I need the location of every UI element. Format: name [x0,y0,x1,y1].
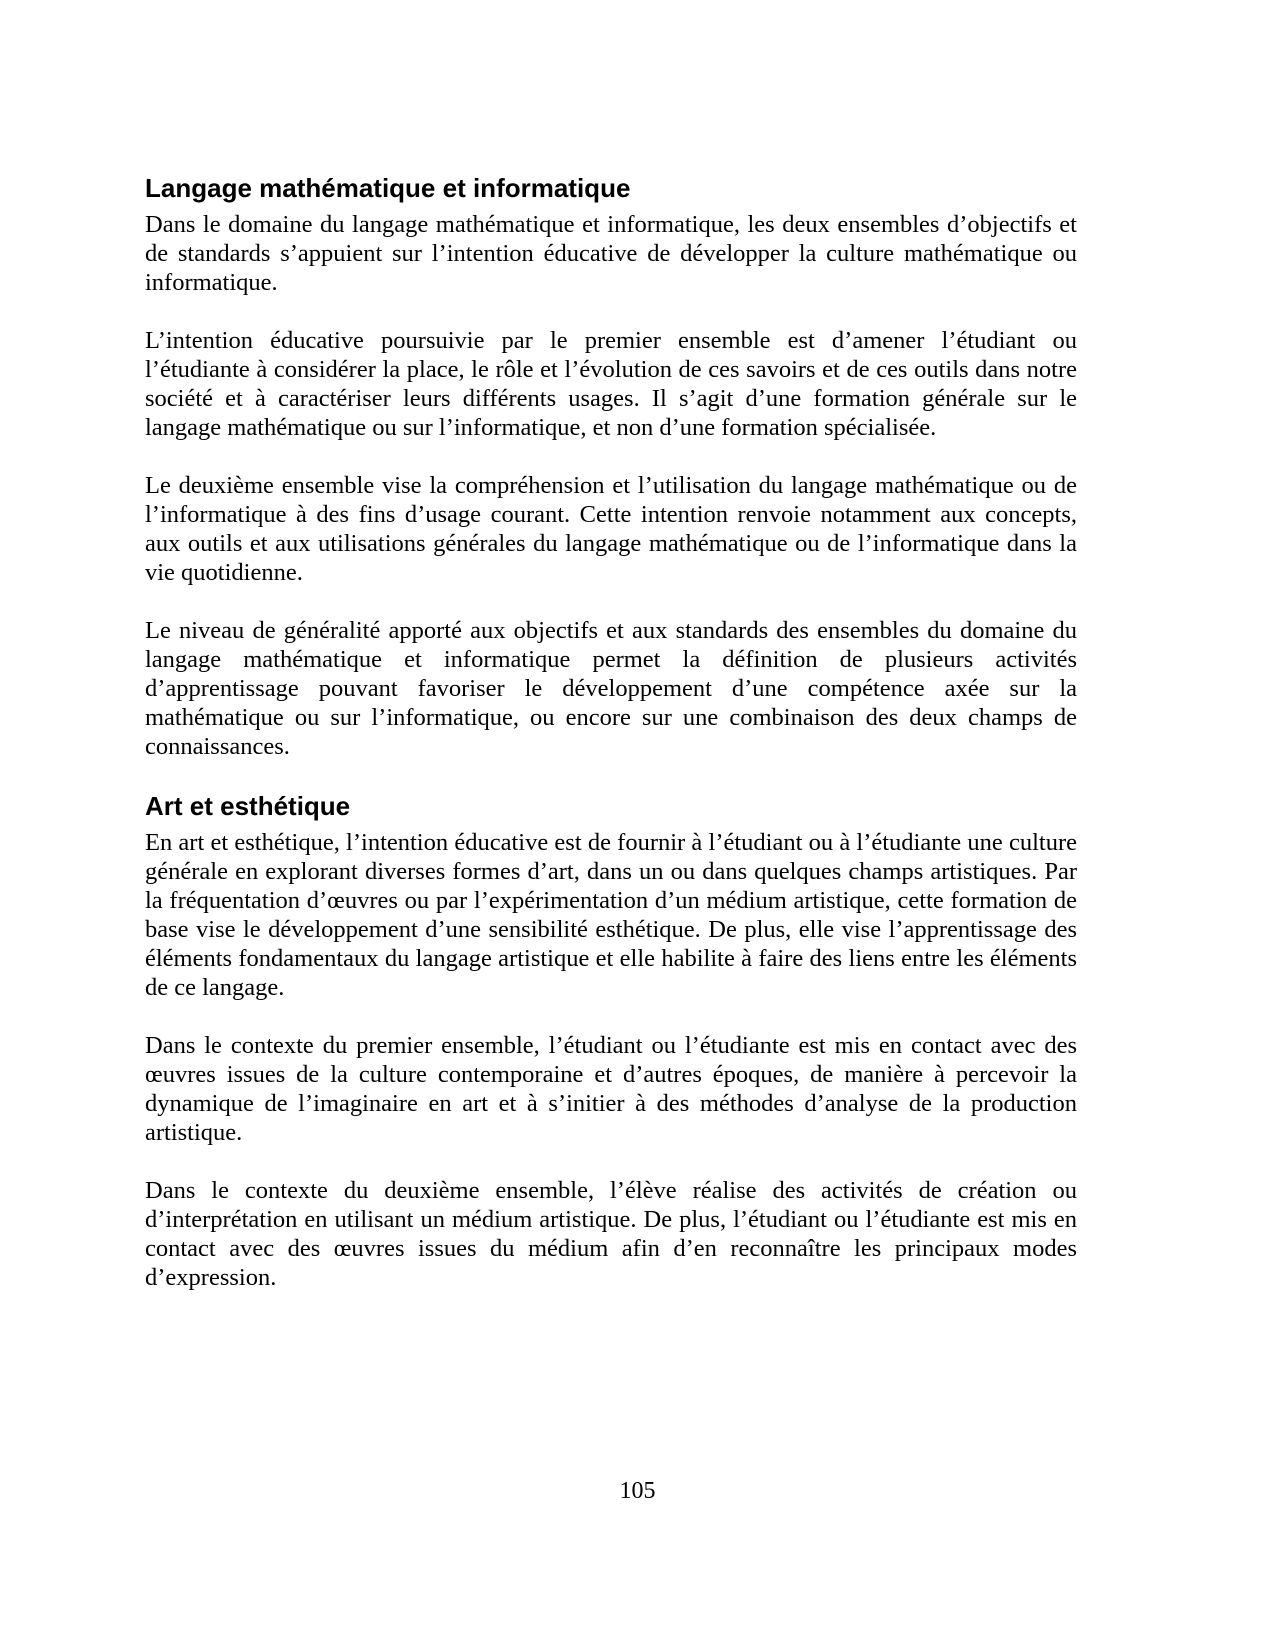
section-art-esthetique [145,790,1077,1292]
body-paragraph: Dans le contexte du premier ensemble, l’étudiant ou l’étudiante est mis en contact avec des œuvres issues de la culture contemporaine et d’autres époques, de manière à percevoir la dynamique de l’imaginaire en art et à s’initier à des méthodes d’analyse de la production artistique. [145,1032,1077,1146]
body-paragraph: Le deuxième ensemble vise la compréhension et l’utilisation du langage mathématique ou de l’informatique à des fins d’usage courant. Cette intention renvoie notamment aux concepts, aux outils et aux utilisations générales du langage mathématique ou de l’informatique dans la vie quotidienne. [145,472,1077,586]
body-paragraph: Dans le domaine du langage mathématique et informatique, les deux ensembles d’objectifs et de standards s’appuient sur l’intention éducative de développer la culture mathématique ou informatique. [145,211,1077,296]
page-number: 105 [619,1478,656,1504]
body-paragraph: L’intention éducative poursuivie par le premier ensemble est d’amener l’étudiant ou l’étudiante à considérer la place, le rôle et l’évolution de ces savoirs et de ces outils dans notre société et à caractériser leurs différents usages. Il s’agit d’une formation générale sur le langage mathématique ou sur l’informatique, et non d’une formation spécialisée. [145,327,1077,441]
section-heading: Art et esthétique [145,791,351,821]
section-heading: Langage mathématique et informatique [145,173,631,203]
page-content [145,172,1077,1321]
section-langage-mathematique [145,172,1077,761]
body-paragraph: Le niveau de généralité apporté aux objectifs et aux standards des ensembles du domaine du langage mathématique et informatique permet la définition de plusieurs activités d’apprentissage pouvant favoriser le développement d’une compétence axée sur la mathématique ou sur l’informatique, ou encore sur une combinaison des deux champs de connaissances. [145,617,1077,760]
body-paragraph: Dans le contexte du deuxième ensemble, l’élève réalise des activités de création ou d’interprétation en utilisant un médium artistique. De plus, l’étudiant ou l’étudiante est mis en contact avec des œuvres issues du médium afin d’en reconnaître les principaux modes d’expression. [145,1177,1077,1291]
body-paragraph: En art et esthétique, l’intention éducative est de fournir à l’étudiant ou à l’étudiante une culture générale en explorant diverses formes d’art, dans un ou dans quelques champs artistiques. Par la fréquentation d’œuvres ou par l’expérimentation d’un médium artistique, cette formation de base vise le développement d’une sensibilité esthétique. De plus, elle vise l’apprentissage des éléments fondamentaux du langage artistique et elle habilite à faire des liens entre les éléments de ce langage. [145,829,1077,1001]
